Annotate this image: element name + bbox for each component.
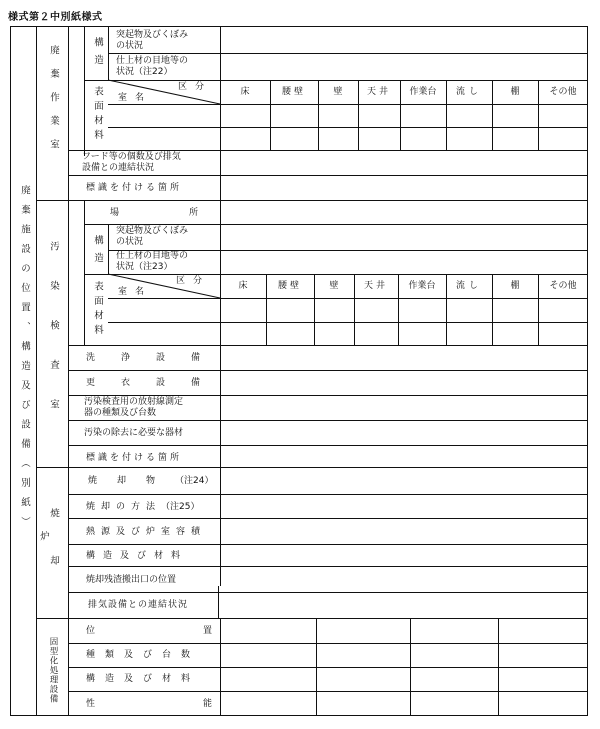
contam-col-shelf: 棚 bbox=[510, 281, 520, 291]
form-title: 様式第２中別紙様式 bbox=[8, 12, 103, 23]
contam-row-2-line1: 仕上材の目地等の bbox=[116, 251, 189, 261]
contam-row-1-line2: の状況 bbox=[116, 237, 144, 247]
contam-division-label: 区分 bbox=[176, 276, 211, 286]
waste-col-wainscot: 腰壁 bbox=[281, 87, 306, 97]
waste-col-floor: 床 bbox=[240, 87, 250, 97]
outer-label: 廃棄施設の位置、構造及び設備（別紙） bbox=[19, 184, 30, 536]
contam-row-sign: 標識を付ける箇所 bbox=[86, 453, 183, 463]
waste-row-sign: 標識を付ける箇所 bbox=[86, 183, 183, 193]
incinerator-label: 焼却炉 bbox=[38, 507, 59, 603]
waste-row-1-line2: の状況 bbox=[116, 41, 144, 51]
contam-col-sink: 流し bbox=[455, 281, 482, 291]
waste-col-wall: 壁 bbox=[333, 87, 343, 97]
waste-division-label: 区分 bbox=[178, 82, 213, 92]
incinerator-row-method: 焼却の方法（注25） bbox=[86, 502, 200, 512]
waste-col-other: その他 bbox=[549, 87, 577, 97]
waste-surface-label: 表面材料 bbox=[92, 86, 103, 144]
contam-row-1-line1: 突起物及びくぼみ bbox=[116, 226, 189, 236]
waste-room-label: 廃棄作業室 bbox=[48, 45, 59, 163]
waste-structure-label: 構造 bbox=[92, 36, 103, 72]
contam-row-wash: 洗浄設備 bbox=[86, 353, 227, 363]
contam-place-label: 場所 bbox=[110, 208, 269, 218]
waste-row-hood-line2: 設備との連結状況 bbox=[82, 163, 155, 173]
contam-row-2-line2: 状況（注23） bbox=[116, 262, 173, 272]
contam-col-ceiling: 天井 bbox=[363, 281, 388, 291]
contam-col-workbench: 作業台 bbox=[408, 281, 436, 291]
incinerator-row-outlet: 焼却残渣搬出口の位置 bbox=[86, 575, 177, 585]
waste-row-2-line1: 仕上材の目地等の bbox=[116, 56, 189, 66]
solidify-row-type: 種類及び台数 bbox=[86, 650, 201, 660]
contam-col-other: その他 bbox=[549, 281, 577, 291]
contam-row-equipment: 汚染の除去に必要な器材 bbox=[84, 428, 184, 438]
incinerator-row-material: 焼却物（注24） bbox=[88, 476, 214, 486]
contam-col-floor: 床 bbox=[238, 281, 248, 291]
waste-col-sink: 流し bbox=[455, 87, 482, 97]
waste-col-shelf: 棚 bbox=[510, 87, 520, 97]
waste-row-2-line2: 状況（注22） bbox=[116, 67, 173, 77]
contam-surface-label: 表面材料 bbox=[92, 281, 103, 339]
solidify-row-structure: 構造及び材料 bbox=[86, 674, 201, 684]
contam-col-wall: 壁 bbox=[329, 281, 339, 291]
waste-row-1-line1: 突起物及びくぼみ bbox=[116, 30, 189, 40]
contam-structure-label: 構造 bbox=[92, 234, 103, 270]
waste-row-hood-line1: フード等の個数及び排気 bbox=[82, 152, 181, 162]
contam-room-label: 汚染検査室 bbox=[48, 241, 59, 439]
waste-col-workbench: 作業台 bbox=[409, 87, 437, 97]
waste-col-ceiling: 天井 bbox=[366, 87, 391, 97]
incinerator-row-heat: 熱源及び炉室容積 bbox=[86, 527, 207, 537]
incinerator-row-exhaust: 排気設備との連結状況 bbox=[88, 600, 189, 610]
contam-row-meter-line2: 器の種類及び台数 bbox=[84, 408, 157, 418]
waste-room-name-label: 室名 bbox=[118, 93, 153, 103]
contam-room-name-label: 室名 bbox=[118, 287, 153, 297]
contam-row-meter-line1: 汚染検査用の放射線測定 bbox=[84, 397, 184, 407]
contam-col-wainscot: 腰壁 bbox=[277, 281, 302, 291]
incinerator-row-structure: 構造及び材料 bbox=[86, 551, 189, 561]
contam-row-changing: 更衣設備 bbox=[86, 378, 227, 388]
solidify-label: 固型化処理設備 bbox=[48, 636, 58, 704]
